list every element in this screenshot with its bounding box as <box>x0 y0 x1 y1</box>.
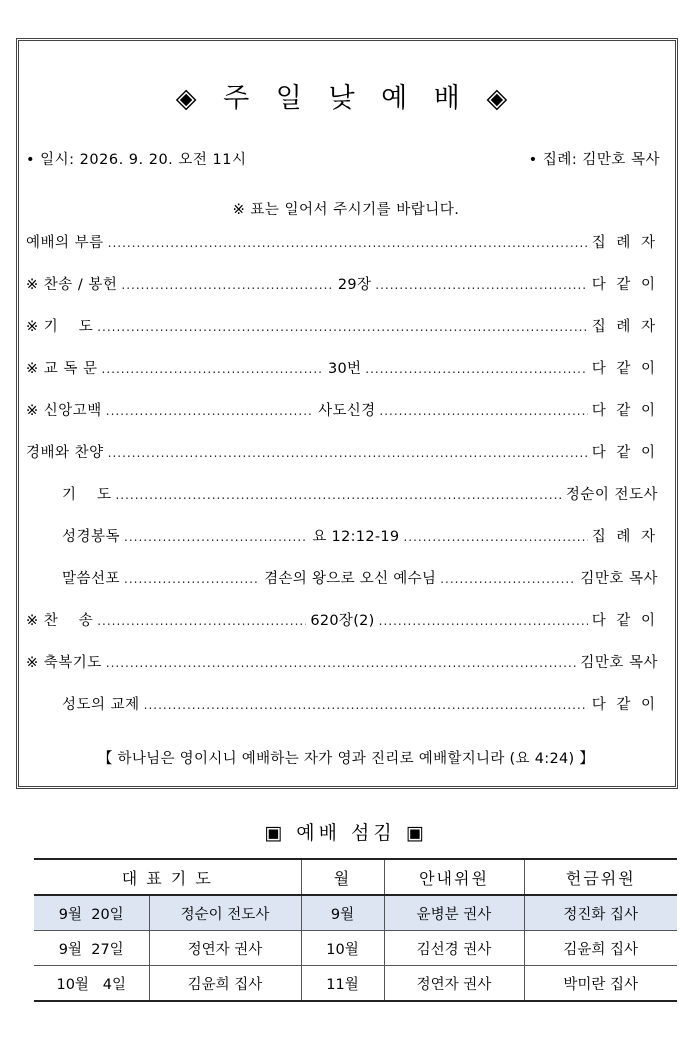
leader-dots <box>97 614 306 628</box>
order-item-label: ※ 찬송 / 봉헌 <box>26 277 118 293</box>
order-item-label: 말씀선포 <box>62 571 121 587</box>
leader-dots <box>106 656 577 670</box>
service-roster-table <box>34 858 677 1002</box>
order-item <box>26 609 658 631</box>
leader-dots <box>97 320 588 334</box>
order-item-person: 집 례 자 <box>591 235 658 251</box>
service-leader: • 집례: 김만호 목사 <box>528 152 660 168</box>
offering-person: 정진화 집사 <box>524 895 677 931</box>
roster-title: ▣ 예배 섬김 ▣ <box>264 822 428 844</box>
service-datetime: • 일시: 2026. 9. 20. 오전 11시 <box>26 152 247 168</box>
duty-month: 11월 <box>301 966 384 1002</box>
order-item-person: 다 같 이 <box>591 445 658 461</box>
order-item-person: 다 같 이 <box>591 361 658 377</box>
table-row <box>34 895 677 931</box>
duty-month: 9월 <box>301 895 384 931</box>
order-item <box>26 441 658 463</box>
order-item-person: 집 례 자 <box>591 319 658 335</box>
leader-dots <box>115 488 561 502</box>
prayer-date: 10월 4일 <box>34 966 149 1002</box>
prayer-person: 정연자 권사 <box>149 931 301 966</box>
prayer-person: 김윤희 집사 <box>149 966 301 1002</box>
order-item-detail: 30번 <box>327 361 362 377</box>
order-item-person: 다 같 이 <box>591 613 658 629</box>
order-item <box>62 693 658 715</box>
leader-dots <box>106 404 314 418</box>
leader-dots <box>365 362 587 376</box>
order-item <box>62 483 658 505</box>
leader-dots <box>108 446 588 460</box>
header-month: 월 <box>301 859 384 895</box>
order-item-person: 김만호 목사 <box>580 571 658 587</box>
order-item <box>26 273 658 295</box>
leader-dots <box>124 572 260 586</box>
leader-dots <box>124 530 308 544</box>
leader-dots <box>379 614 588 628</box>
header-prayer: 대 표 기 도 <box>121 868 213 888</box>
order-item-detail: 사도신경 <box>318 403 376 419</box>
offering-person: 박미란 집사 <box>524 966 677 1002</box>
usher-person: 윤병분 권사 <box>384 895 524 931</box>
usher-person: 김선경 권사 <box>384 931 524 966</box>
leader-dots <box>102 362 324 376</box>
order-item <box>26 315 658 337</box>
header-usher: 안내위원 <box>384 859 524 895</box>
order-item <box>62 567 658 589</box>
leader-dots <box>375 278 588 292</box>
order-item-person: 다 같 이 <box>591 697 658 713</box>
order-item-person: 김만호 목사 <box>580 655 658 671</box>
order-item-detail: 요 12:12-19 <box>312 529 400 545</box>
order-item-label: 경배와 찬양 <box>26 445 104 461</box>
leader-dots <box>108 236 588 250</box>
order-item-detail: 620장(2) <box>310 613 375 629</box>
order-item-label: ※ 찬 송 <box>26 613 94 629</box>
prayer-person: 정순이 전도사 <box>149 895 301 931</box>
order-item-label: ※ 축복기도 <box>26 655 102 671</box>
header-offering: 헌금위원 <box>524 859 677 895</box>
table-row <box>34 966 677 1002</box>
order-item <box>26 231 658 253</box>
standing-notice: ※ 표는 일어서 주시기를 바랍니다. <box>232 202 460 218</box>
service-title: ◈ 주 일 낮 예 배 ◈ <box>175 83 517 114</box>
order-item-label: ※ 교 독 문 <box>26 361 98 377</box>
order-item <box>26 357 658 379</box>
order-item-label: 성도의 교제 <box>62 697 140 713</box>
order-item-person: 집 례 자 <box>591 529 658 545</box>
leader-dots <box>144 698 588 712</box>
order-item-detail: 29장 <box>337 277 372 293</box>
prayer-date: 9월 27일 <box>34 931 149 966</box>
usher-person: 정연자 권사 <box>384 966 524 1002</box>
order-item <box>62 525 658 547</box>
order-item-label: 예배의 부름 <box>26 235 104 251</box>
offering-person: 김윤희 집사 <box>524 931 677 966</box>
leader-dots <box>440 572 576 586</box>
order-item-person: 다 같 이 <box>591 277 658 293</box>
order-item-label: ※ 신앙고백 <box>26 403 102 419</box>
leader-dots <box>403 530 587 544</box>
table-header-row <box>34 859 677 895</box>
table-row <box>34 931 677 966</box>
order-item <box>26 651 658 673</box>
leader-dots <box>379 404 587 418</box>
order-item-detail: 겸손의 왕으로 오신 예수님 <box>264 571 437 587</box>
duty-month: 10월 <box>301 931 384 966</box>
order-item-person: 다 같 이 <box>591 403 658 419</box>
prayer-date: 9월 20일 <box>34 895 149 931</box>
scripture-verse: 【 하나님은 영이시니 예배하는 자가 영과 진리로 예배할지니라 (요 4:24) 】 <box>97 751 595 767</box>
leader-dots <box>121 278 334 292</box>
order-item-label: 기 도 <box>62 487 112 503</box>
order-item-person: 정순이 전도사 <box>565 487 658 503</box>
order-item <box>26 399 658 421</box>
order-item-label: 성경봉독 <box>62 529 121 545</box>
order-item-label: ※ 기 도 <box>26 319 94 335</box>
